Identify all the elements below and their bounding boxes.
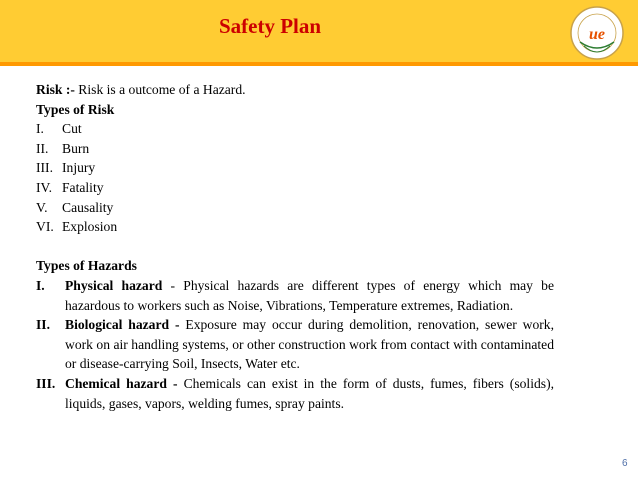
list-item: II. Burn (36, 140, 90, 156)
page-title: Safety Plan (218, 14, 322, 38)
hazard-title: Biological hazard - (65, 317, 180, 333)
risk-types-heading: Types of Risk (36, 101, 115, 117)
risk-label: Risk :- (36, 82, 75, 97)
logo-text: ue (589, 26, 605, 43)
hazard-description: Exposure may occur during demolition, renovation, sewer work, work on air handling systems, or other construction work from contact with contaminated or disease-carrying Soil, Insects, Water etc. (65, 317, 554, 372)
risk-definition (36, 80, 554, 100)
spacer (36, 237, 554, 257)
content-body (36, 80, 554, 413)
list-item: VI. Explosion (36, 219, 118, 235)
university-logo-icon (570, 6, 624, 60)
risk-definition-text: Risk is a outcome of a Hazard. (74, 82, 246, 97)
list-item: I. Cut (36, 121, 82, 137)
hazard-description: Chemicals can exist in the form of dusts, fumes, fibers (solids), liquids, gases, vapors, welding fumes, spray paints. (65, 375, 554, 411)
page-number: 6 (622, 458, 628, 469)
hazard-item: II. Biological hazard - Exposure may occur during demolition, renovation, sewer work, work on air handling systems, or other construction work from contact with contaminated or disease-carrying Soil, Insects, Water etc. (36, 317, 554, 372)
header-divider (0, 62, 638, 66)
hazards-heading: Types of Hazards (36, 258, 137, 274)
hazard-item: I. Physical hazard - Physical hazards are different types of energy which may be hazardous to workers such as Noise, Vibrations, Temperature extremes, Radiation. (36, 277, 555, 313)
list-item: IV. Fatality (36, 179, 104, 195)
hazard-item: III. Chemical hazard - Chemicals can exist in the form of dusts, fumes, fibers (solids), liquids, gases, vapors, welding fumes, spray paints. (36, 375, 554, 411)
hazard-title: Chemical hazard - (65, 375, 178, 391)
hazard-description: - Physical hazards are different types of energy which may be hazardous to workers such as Noise, Vibrations, Temperature extremes, Radiation. (65, 277, 555, 313)
hazard-title: Physical hazard (65, 277, 163, 293)
list-item: III. Injury (36, 160, 96, 176)
list-item: V. Causality (36, 199, 114, 215)
